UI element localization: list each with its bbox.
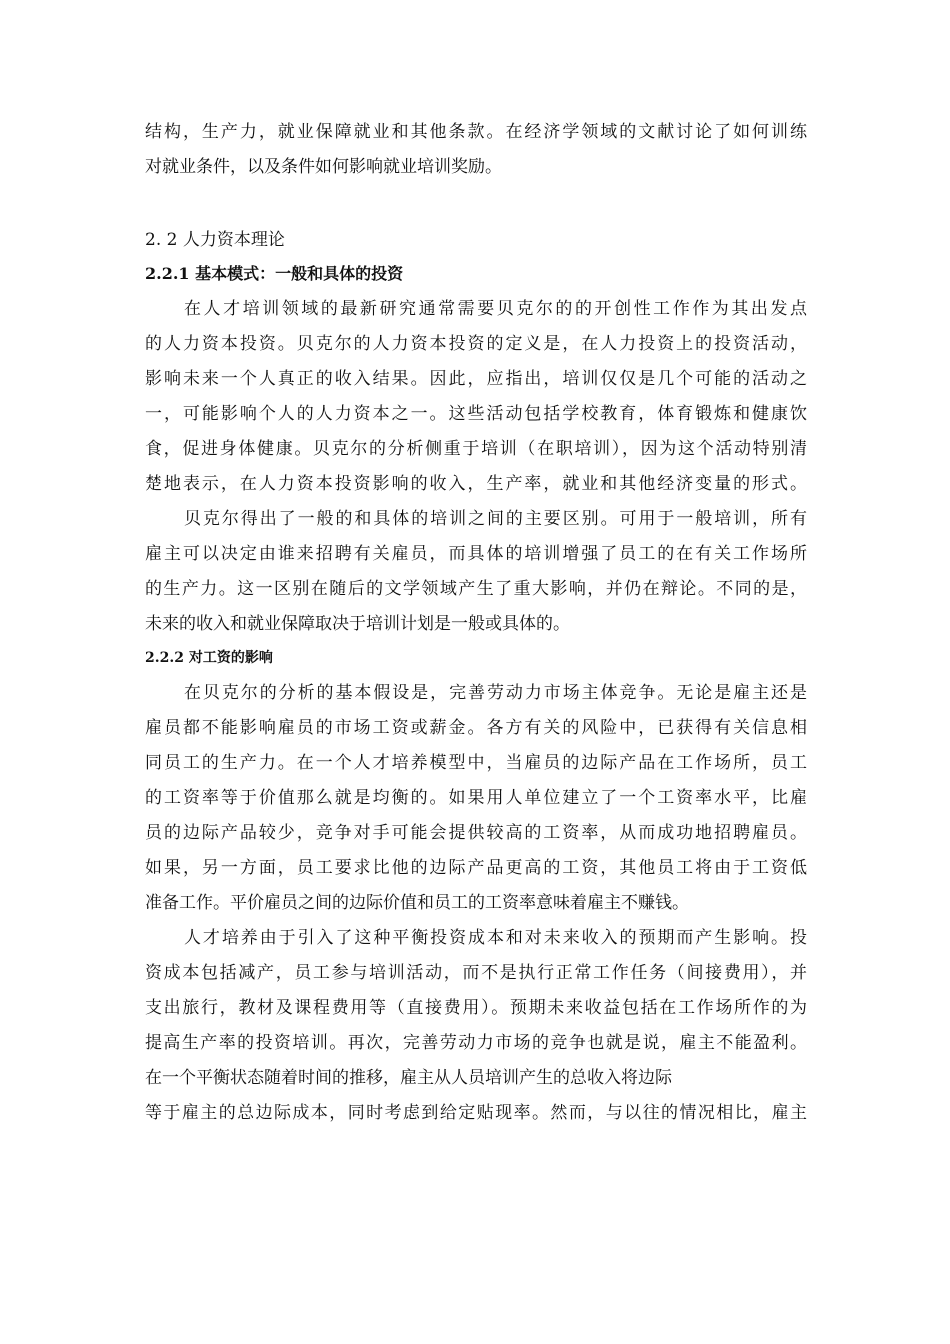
paragraph-line: 影响未来一个人真正的收入结果。因此，应指出，培训仅仅是几个可能的活动之 (145, 369, 807, 389)
intro-line: 对就业条件，以及条件如何影响就业培训奖励。 (145, 157, 502, 177)
paragraph-line: 一，可能影响个人的人力资本之一。这些活动包括学校教育，体育锻炼和健康饮 (145, 404, 807, 424)
paragraph-line: 在一个平衡状态随着时间的推移，雇主从人员培训产生的总收入将边际 (145, 1068, 672, 1088)
subsection-heading-2-2-2: 2.2.2 对工资的影响 (145, 650, 273, 666)
paragraph-line: 等于雇主的总边际成本，同时考虑到给定贴现率。然而，与以往的情况相比，雇主 (145, 1103, 807, 1123)
subsection-heading-2-2-1: 2.2.1 基本模式：一般和具体的投资 (145, 264, 404, 283)
paragraph-line: 食，促进身体健康。贝克尔的分析侧重于培训（在职培训），因为这个活动特别清 (145, 439, 807, 459)
paragraph-line: 支出旅行，教材及课程费用等（直接费用）。预期未来收益包括在工作场所作的为 (145, 998, 807, 1018)
paragraph-line: 的生产力。这一区别在随后的文学领域产生了重大影响，并仍在辩论。不同的是， (145, 579, 807, 599)
paragraph-line: 雇主可以决定由谁来招聘有关雇员，而具体的培训增强了员工的在有关工作场所 (145, 544, 807, 564)
paragraph-line: 在贝克尔的分析的基本假设是，完善劳动力市场主体竞争。无论是雇主还是 (184, 683, 807, 703)
paragraph-line: 的人力资本投资。贝克尔的人力资本投资的定义是，在人力投资上的投资活动， (145, 334, 807, 354)
paragraph-line: 未来的收入和就业保障取决于培训计划是一般或具体的。 (145, 614, 570, 634)
paragraph-line: 雇员都不能影响雇员的市场工资或薪金。各方有关的风险中，已获得有关信息相 (145, 718, 807, 738)
paragraph-line: 在人才培训领域的最新研究通常需要贝克尔的的开创性工作作为其出发点 (184, 299, 807, 319)
paragraph-line: 资成本包括减产，员工参与培训活动，而不是执行正常工作任务（间接费用），并 (145, 963, 807, 983)
paragraph-line: 准备工作。平价雇员之间的边际价值和员工的工资率意味着雇主不赚钱。 (145, 893, 689, 913)
paragraph-line: 如果，另一方面，员工要求比他的边际产品更高的工资，其他员工将由于工资低 (145, 858, 807, 878)
paragraph-line: 员的边际产品较少，竞争对手可能会提供较高的工资率，从而成功地招聘雇员。 (145, 823, 807, 843)
paragraph-line: 贝克尔得出了一般的和具体的培训之间的主要区别。可用于一般培训，所有 (184, 509, 807, 529)
paragraph-line: 的工资率等于价值那么就是均衡的。如果用人单位建立了一个工资率水平，比雇 (145, 788, 807, 808)
section-heading-2-2: 2. 2 人力资本理论 (145, 230, 285, 250)
paragraph-line: 提高生产率的投资培训。再次，完善劳动力市场的竞争也就是说，雇主不能盈利。 (145, 1033, 807, 1053)
paragraph-line: 同员工的生产力。在一个人才培养模型中，当雇员的边际产品在工作场所，员工 (145, 753, 807, 773)
intro-line: 结构，生产力，就业保障就业和其他条款。在经济学领域的文献讨论了如何训练 (145, 122, 807, 142)
paragraph-line: 楚地表示，在人力资本投资影响的收入，生产率，就业和其他经济变量的形式。 (145, 474, 807, 494)
paragraph-line: 人才培养由于引入了这种平衡投资成本和对未来收入的预期而产生影响。投 (184, 928, 807, 948)
